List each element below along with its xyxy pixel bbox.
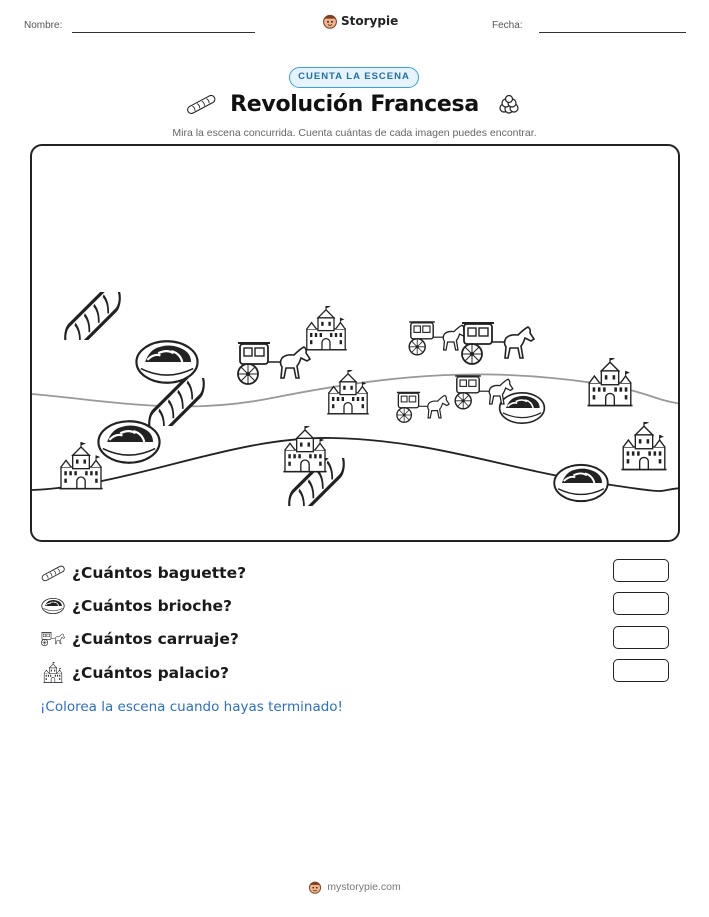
palace-icon: [280, 426, 330, 474]
carriage-icon: [452, 372, 516, 412]
instructions: Mira la escena concurrida. Cuenta cuántas de cada imagen puedes encontrar.: [172, 127, 537, 139]
carriage-icon: [458, 318, 538, 368]
answer-box-palace[interactable]: [613, 659, 669, 682]
question-palace: [40, 661, 229, 685]
question-text: ¿Cuántos brioche?: [72, 597, 233, 615]
carriage-icon: [394, 388, 452, 426]
carriage-icon: [40, 630, 66, 648]
name-label: Nombre:: [24, 20, 63, 31]
question-carriage: [40, 627, 239, 651]
date-field[interactable]: [539, 32, 686, 33]
baguette-icon: [60, 292, 124, 340]
category-badge: CUENTA LA ESCENA: [289, 67, 419, 88]
palace-icon: [302, 306, 350, 352]
palace-icon: [324, 370, 372, 416]
palace-icon: [56, 442, 106, 492]
pastry-pile-icon: [496, 95, 522, 115]
name-field[interactable]: [72, 32, 255, 33]
palace-icon: [42, 662, 64, 684]
date-label: Fecha:: [492, 20, 523, 31]
question-text: ¿Cuántos carruaje?: [72, 630, 239, 648]
answer-box-brioche[interactable]: [613, 592, 669, 615]
page-title: Revolución Francesa: [230, 92, 479, 117]
palace-icon: [584, 358, 636, 408]
storypie-logo-icon: [308, 880, 322, 894]
coloring-instruction: ¡Colorea la escena cuando hayas terminado!: [40, 699, 343, 715]
storypie-logo-icon: [322, 13, 338, 29]
brioche-icon: [41, 597, 65, 615]
footer: [0, 880, 709, 894]
counting-scene: [30, 144, 680, 542]
brioche-icon: [134, 338, 200, 386]
footer-url[interactable]: mystorypie.com: [327, 881, 401, 893]
question-text: ¿Cuántos baguette?: [72, 564, 247, 582]
brand-logo: [322, 13, 398, 29]
brioche-icon: [552, 462, 610, 504]
question-baguette: [40, 561, 246, 585]
question-brioche: [40, 594, 232, 618]
answer-box-baguette[interactable]: [613, 559, 669, 582]
baguette-icon: [40, 564, 66, 582]
palace-icon: [618, 422, 670, 472]
brand-name: Storypie: [341, 14, 399, 28]
answer-box-carriage[interactable]: [613, 626, 669, 649]
question-text: ¿Cuántos palacio?: [72, 664, 230, 682]
